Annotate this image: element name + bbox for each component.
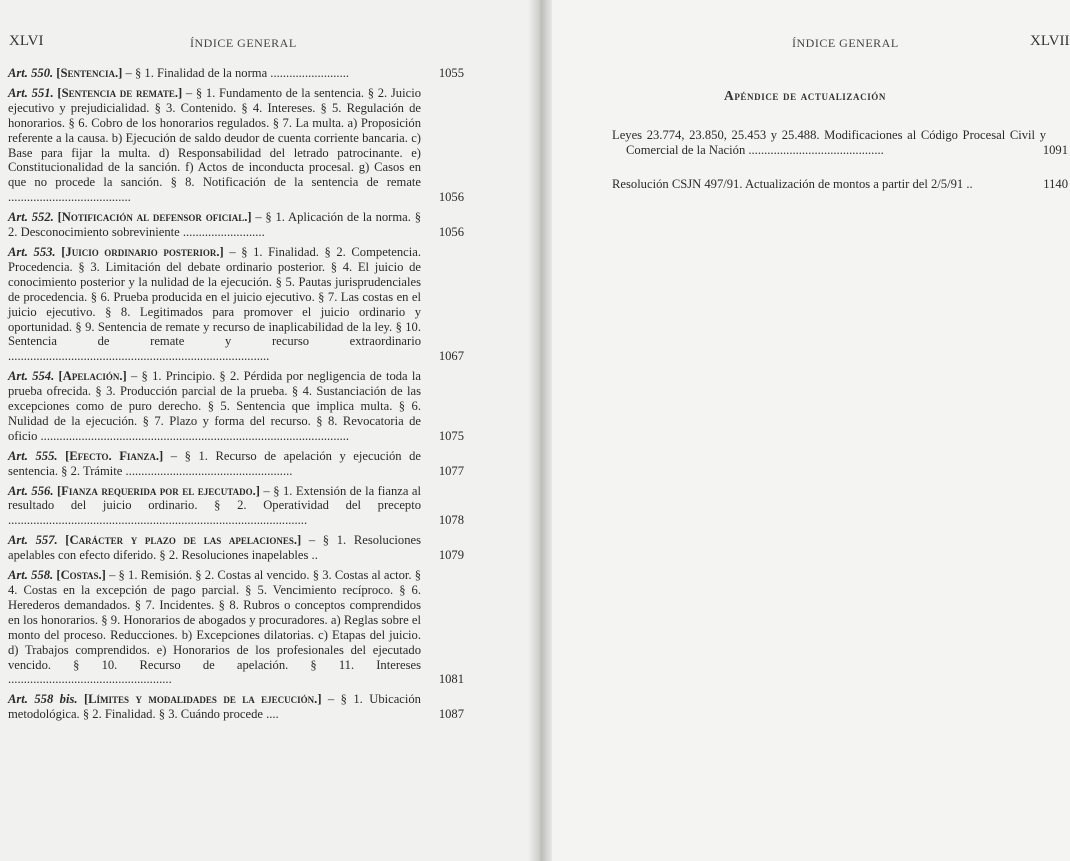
index-entry[interactable]: [8, 210, 464, 240]
article-title: [Carácter y plazo de las apelaciones.]: [65, 533, 302, 548]
article-contents: – § 1. Aplicación de la norma. § 2. Desconocimiento sobreviniente ..........................: [8, 210, 421, 240]
index-entry-page: 1078: [438, 513, 464, 528]
article-contents: – § 1. Fundamento de la sentencia. § 2. Juicio ejecutivo y prejudicialidad. § 3. Contenido. § 4. Intereses. § 5. Regulación de honorarios. § 6. Cobro de los honorarios regulados. § 7. La multa. a) Proposición referente a la causa. b) Ejecución de saldo deudor de cuenta corriente bancaria. c) Base para fijar la multa. d) Responsabilidad del letrado patrocinante. e) Constitucionalidad de la sanción. f) Actos de inconducta procesal. g) Casos en que no procede la sanción. § 8. Notificación de la sentencia de remate .......................................: [8, 85, 421, 205]
left-running-header: ÍNDICE GENERAL: [190, 36, 297, 50]
index-entry-text: [8, 210, 421, 240]
article-contents: – § 1. Finalidad de la norma .........................: [122, 66, 350, 80]
index-entry-page: 1055: [438, 66, 464, 80]
index-entry-page: 1077: [438, 463, 464, 478]
article-contents: – § 1. Ubicación metodológica. § 2. Finalidad. § 3. Cuándo procede ....: [8, 692, 421, 722]
index-entry-text: [8, 692, 421, 722]
article-title: [Sentencia.]: [56, 66, 123, 80]
index-entry-page: 1075: [438, 428, 464, 443]
book-spine: [528, 0, 552, 861]
index-entry-text: [8, 369, 421, 444]
article-number: Art. 556.: [8, 483, 54, 498]
index-entry-page: 1087: [438, 707, 464, 722]
appendix-entry-text: Leyes 23.774, 23.850, 25.453 y 25.488. Modificaciones al Código Procesal Civil y Comercial de la Nación ...........................................: [612, 128, 1046, 157]
article-number: Art. 551.: [8, 85, 54, 100]
article-title: [Efecto. Fianza.]: [65, 448, 164, 463]
article-contents: – § 1. Resoluciones apelables con efecto diferido. § 2. Resoluciones inapelables ..: [8, 533, 421, 563]
appendix-title: Apéndice de actualización: [723, 88, 887, 103]
index-entry-text: [8, 66, 421, 81]
article-title: [Límites y modalidades de la ejecución.]: [83, 692, 322, 707]
index-entry-text: [8, 533, 421, 563]
index-entry[interactable]: [8, 449, 464, 479]
article-title: [Costas.]: [56, 568, 106, 583]
appendix-entry[interactable]: [612, 128, 1068, 158]
article-contents: – § 1. Recurso de apelación y ejecución de sentencia. § 2. Trámite .....................................................: [8, 448, 421, 478]
article-number: Art. 558 bis.: [8, 692, 78, 707]
article-contents: – § 1. Finalidad. § 2. Competencia. Procedencia. § 3. Limitación del debate ordinario posterior. § 4. El juicio de conocimiento posterior y la nulidad de la ejecución. § 5. Pautas jurisprudenciales de procedencia. § 6. Prueba producida en el juicio ejecutivo. § 7. Las costas en el juicio ejecutivo. § 8. Legitimados para promover el juicio ordinario y oportunidad. § 9. Sentencia de remate y recurso de inaplicabilidad de la ley. § 10. Sentencia de remate y recurso extraordinario ...................................................................................: [8, 244, 422, 364]
index-entry-text: [8, 86, 421, 205]
article-title: [Fianza requerida por el ejecutado.]: [56, 483, 260, 498]
article-contents: – § 1. Extensión de la fianza al resultado del juicio ordinario. § 2. Operatividad del precepto ...............................................................................................: [8, 483, 421, 528]
article-number: Art. 552.: [8, 210, 54, 225]
article-title: [Sentencia de remate.]: [57, 85, 183, 100]
article-title: [Apelación.]: [58, 369, 127, 384]
index-entries: [8, 66, 464, 727]
index-entry-page: 1067: [438, 349, 464, 364]
appendix-entry-page: 1140: [1043, 177, 1068, 191]
appendix-entry-page: 1091: [1042, 142, 1068, 157]
index-entry-text: [8, 245, 421, 364]
right-page-number: XLVII: [1030, 33, 1070, 49]
article-number: Art. 553.: [8, 244, 56, 259]
index-entry-text: [8, 568, 421, 687]
article-number: Art. 558.: [8, 568, 54, 583]
index-entry[interactable]: [8, 692, 464, 722]
index-entry-text: [8, 449, 421, 479]
article-title: [Juicio ordinario posterior.]: [61, 244, 224, 259]
index-entry-page: 1056: [438, 190, 464, 205]
article-number: Art. 555.: [8, 448, 58, 463]
index-entry-page: 1079: [438, 548, 464, 563]
left-page-number: XLVI: [9, 33, 44, 49]
index-entry[interactable]: [8, 568, 464, 687]
index-entry-text: [8, 484, 421, 529]
right-running-header: ÍNDICE GENERAL: [792, 36, 899, 50]
index-entry-page: 1056: [438, 225, 464, 240]
index-entry-page: 1081: [438, 672, 464, 687]
appendix-entry[interactable]: [612, 177, 1068, 192]
article-number: Art. 550.: [8, 66, 54, 80]
index-entry[interactable]: [8, 369, 464, 444]
index-entry[interactable]: [8, 533, 464, 563]
article-title: [Notificación al defensor oficial.]: [57, 210, 252, 225]
appendix-entry-text: Resolución CSJN 497/91. Actualización de montos a partir del 2/5/91 ..: [612, 177, 973, 191]
index-entry[interactable]: [8, 484, 464, 529]
article-contents: – § 1. Principio. § 2. Pérdida por negligencia de toda la prueba ofrecida. § 3. Producción parcial de la prueba. § 4. Sustanciación de las excepciones como de puro derecho. § 5. Sentencia que implica multa. § 6. Nulidad de la ejecución. § 7. Plazo y forma del recurso. § 8. Revocatoria de oficio ..................................................................................................: [8, 369, 421, 443]
index-entry[interactable]: [8, 66, 464, 81]
article-contents: – § 1. Remisión. § 2. Costas al vencido. § 3. Costas al actor. § 4. Costas en la excepción de pago parcial. § 5. Vencimiento recíproco. § 6. Herederos demandados. § 7. Incidentes. § 8. Rubros o conceptos comprendidos en los honorarios. § 9. Honorarios de abogados y procuradores. a) Reglas sobre el monto del proceso. Reducciones. b) Excepciones dilatorias. c) Etapas del juicio. d) Trabajos comprendidos. e) Honorarios de los profesionales del ejecutado vencido. § 10. Recurso de apelación. § 11. Intereses ....................................................: [8, 568, 421, 687]
index-entry[interactable]: [8, 86, 464, 205]
article-number: Art. 557.: [8, 533, 58, 548]
index-entry[interactable]: [8, 245, 464, 364]
article-number: Art. 554.: [8, 369, 55, 384]
